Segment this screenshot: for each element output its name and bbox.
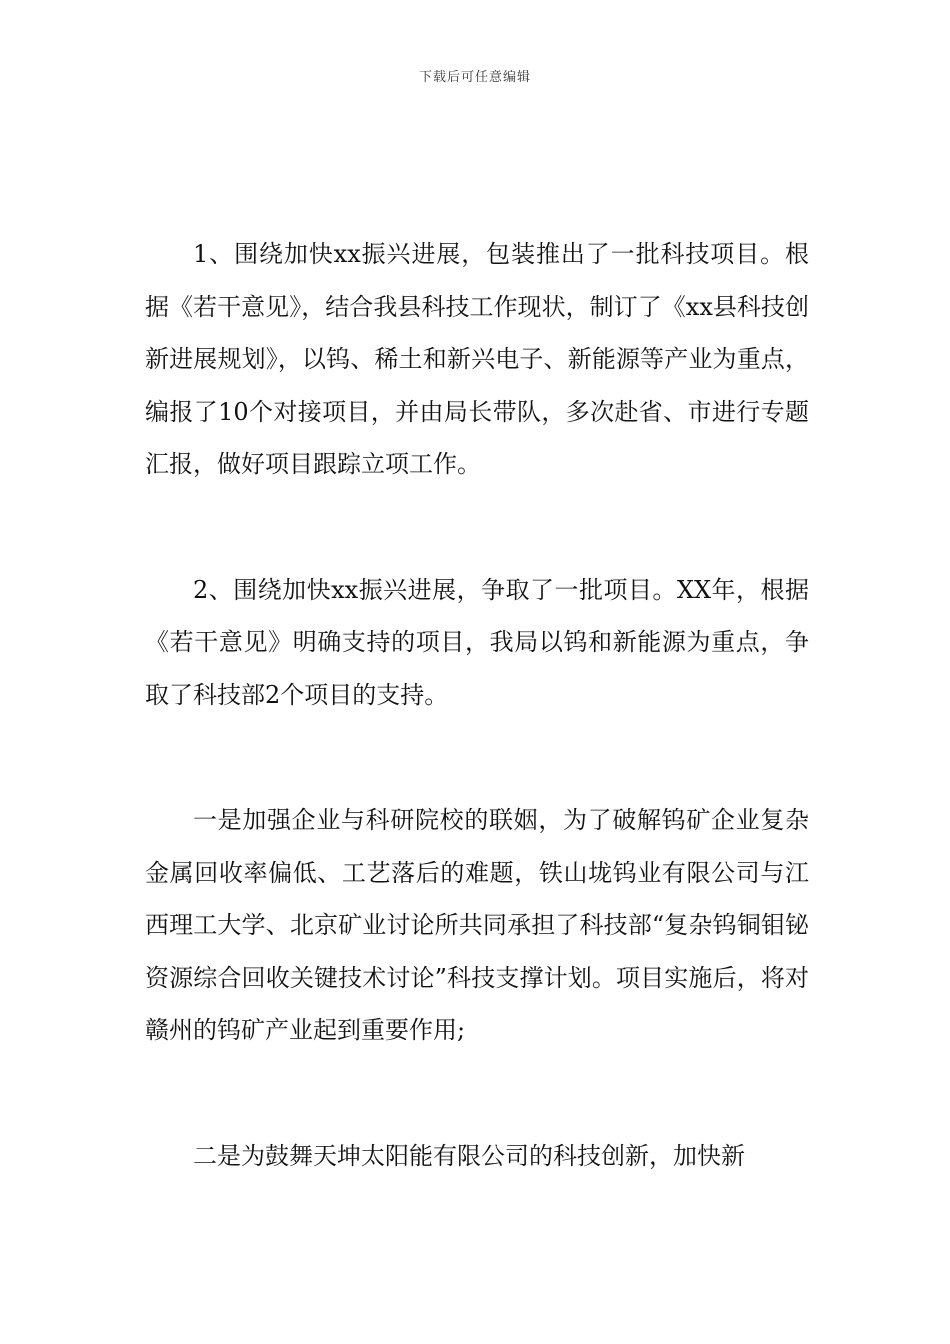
paragraph-1: 1、围绕加快xx振兴进展，包装推出了一批科技项目。根据《若干意见》，结合我县科技工作现状，制订了《xx县科技创新进展规划》，以钨、稀土和新兴电子、新能源等产业为重点，编报了10个对接项目，并由局长带队，多次赴省、市进行专题汇报，做好项目跟踪立项工作。 bbox=[145, 240, 809, 478]
paragraph-2: 2、围绕加快xx振兴进展，争取了一批项目。XX年，根据《若干意见》明确支持的项目，我局以钨和新能源为重点，争取了科技部2个项目的支持。 bbox=[145, 575, 809, 709]
paragraph-3: 一是加强企业与科研院校的联姻，为了破解钨矿企业复杂金属回收率偏低、工艺落后的难题，铁山垅钨业有限公司与江西理工大学、北京矿业讨论所共同承担了科技部“复杂钨铜钼铋资源综合回收关键技术讨论”科技支撑计划。项目实施后，将对赣州的钨矿产业起到重要作用; bbox=[145, 806, 809, 1044]
document-body bbox=[145, 228, 809, 1182]
header-note: 下载后可任意编辑 bbox=[418, 70, 531, 85]
paragraph-4: 二是为鼓舞天坤太阳能有限公司的科技创新，加快新 bbox=[193, 1141, 745, 1170]
